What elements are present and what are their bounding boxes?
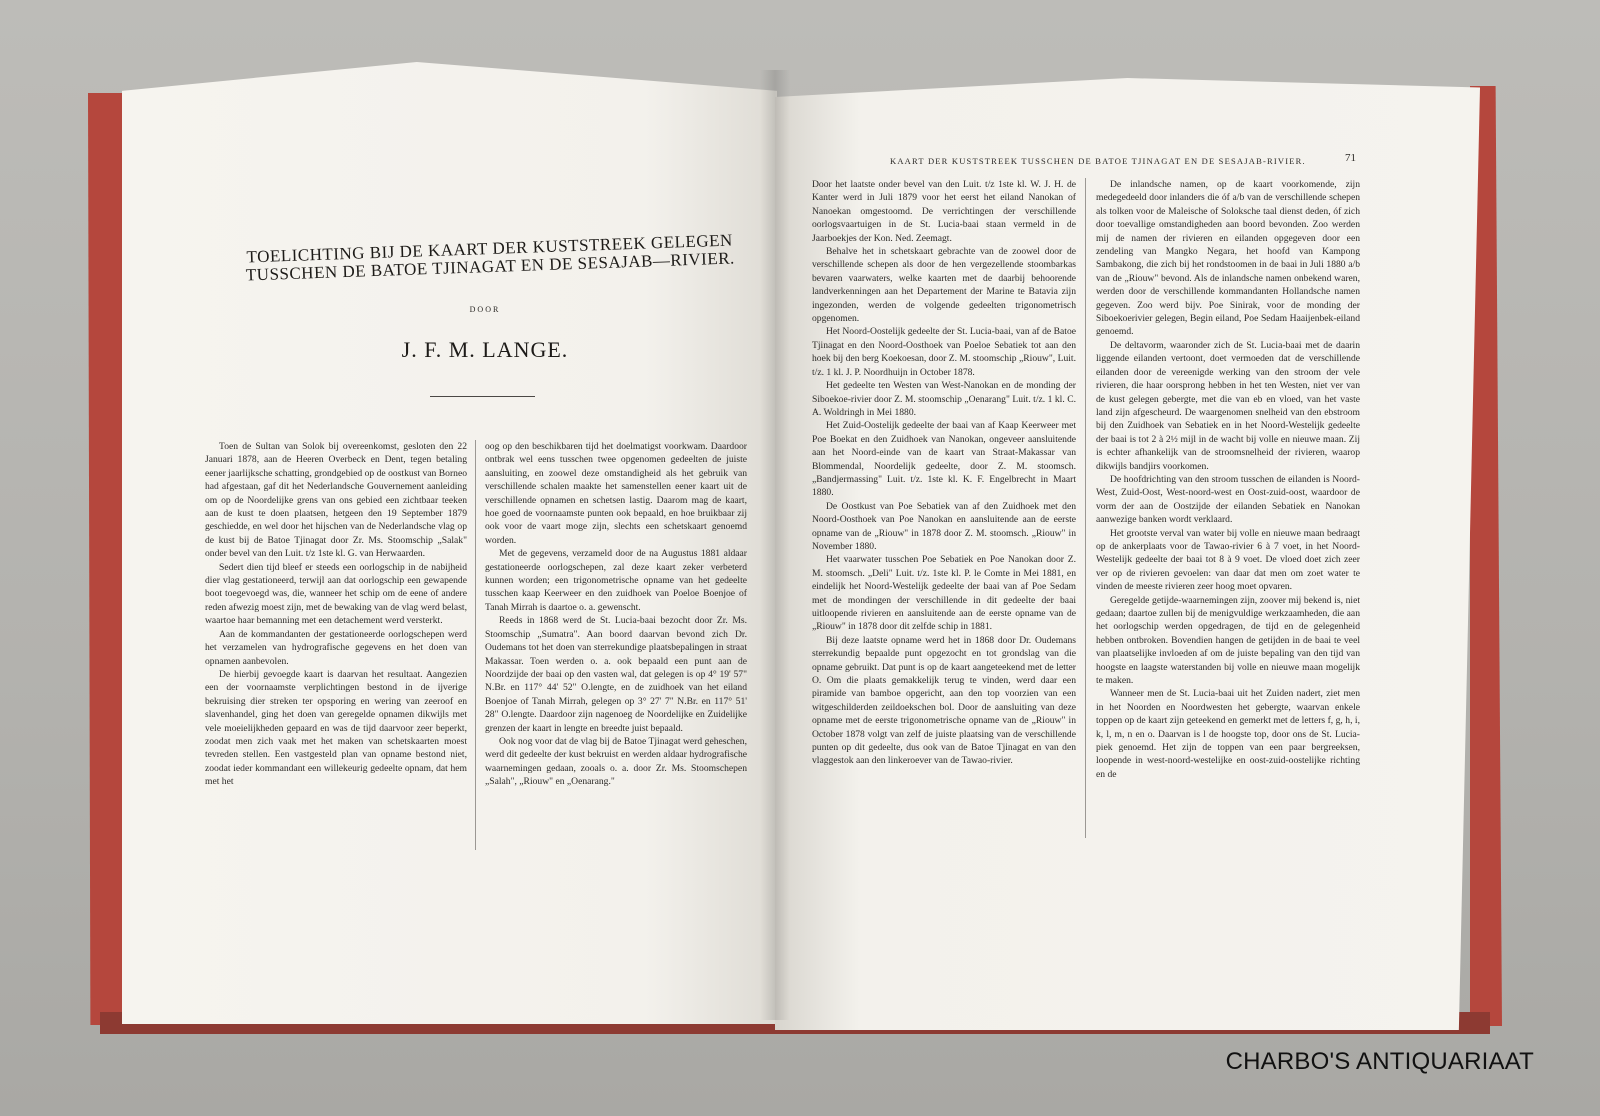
book-gutter [760,70,790,1020]
column-divider [1085,178,1086,838]
paragraph: Het Zuid-Oostelijk gedeelte der baai van af Kaap Keerweer met Poe Boekat en den Zuidhoek van Nanokan, ongeveer aansluitende aan het Noord-einde van de kaart van Straat-Makassar van Blommendal, Noordelijk gedeelte, door Z. M. stoomsch. „Bandjermassing" Luit. t/z. 1ste kl. K. F. Engelbrecht in Maart 1880. [812,420,1076,499]
left-page-column-2 [485,440,747,850]
paragraph: Met de gegevens, verzameld door de na Augustus 1881 aldaar gestationeerde oorlogschepen, zal deze kaart zeker verbeterd kunnen worden; een trigonometrische opname van het gedeelte tusschen kaap Keerweer en den zuidhoek van Poeloe Boenjoe of Tanah Mirrah is daartoe o. a. gewenscht. [485,548,747,613]
paragraph: Behalve het in schetskaart gebrachte van de zoowel door de verschillende schepen als door de hen vergezellende stoombarkas bevaren vaarwaters, welke kaarten met de daarbij behoorende landverkenningen aan het Departement der Marine te Batavia zijn ingezonden, werden de volgende gedeelten trigonometrisch opgenomen. [812,246,1076,325]
paragraph: Het gedeelte ten Westen van West-Nanokan en de monding der Siboekoe-rivier door Z. M. stoomschip „Oenarang" Luit. t/z. 1 kl. C. A. Woldringh in Mei 1880. [812,380,1076,418]
paragraph: De hoofdrichting van den stroom tusschen de eilanden is Noord-West, Zuid-Oost, West-noord-west en Oost-zuid-oost, waardoor de vorm der aan de Oostzijde der eilanden Sebatiek en Nanokan aanwezige banken wordt verklaard. [1096,473,1360,526]
byline-door: DOOR [469,305,501,314]
paragraph: Sedert dien tijd bleef er steeds een oorlogschip in de nabijheid dier vlag gestationeerd, terwijl aan dat oorlogschip een gewapende boot toegevoegd was, die, wanneer het schip om de eene of andere reden afwezig moest zijn, met de bewaking van de vlag werd belast, waartoe haar bemanning met een detachement werd versterkt. [205,561,467,627]
page-number: 71 [1345,152,1356,164]
title-divider [430,396,535,397]
paragraph: De inlandsche namen, op de kaart voorkomende, zijn medegedeeld door inlanders die óf a/b van de verschillende schepen als tolken voor de Maleische of Soloksche taal dienst deden, óf zich door toevallige omstandigheden aan boord bevonden. Zoo werden mij de namen der rivieren en eilanden opgegeven door een zendeling van Mangko Negara, het hoofd van Kampong Sambakong, die zich bij het rondstoomen in de baai in Juli 1880 a/b van de „Riouw" bevond. Als de inlandsche namen onbekend waren, werden door de verschillende kommandanten Hollandsche namen gegeven. Zoo werd bijv. Poe Sinirak, voor de monding der Siboekoerivier gelegen, Begin eiland, Poe Sedam Haaijenbek-eiland genoemd. [1096,179,1360,338]
right-page-column-2 [1096,178,1360,848]
author-name: J. F. M. LANGE. [401,337,569,362]
paragraph: Het Noord-Oostelijk gedeelte der St. Lucia-baai, van af de Batoe Tjinagat en den Noord-Oosthoek van Poeloe Sebatiek tot aan den hoek bij den berg Koekoesan, door Z. M. stoomschip „Riouw", Luit. t/z. 1 kl. J. P. Noordhuijn in October 1878. [812,326,1076,378]
paragraph-continued: oog op den beschikbaren tijd het doelmatigst voorkwam. Daardoor ontbrak wel eens tusschen twee opgenomen gedeelten de juiste aansluiting, en zoowel deze omstandigheid als het gebruik van verschillende schalen maakte het samenstellen eener kaart uit de verschillende opnamen en schetsen lastig. Daarom mag de kaart, hoe goed de voornaamste punten ook bepaald, en hoe bruikbaar zij ook voor de vaart moge zijn, slechts een schetskaart genoemd worden. [485,441,747,546]
paragraph-continued: Door het laatste onder bevel van den Luit. t/z 1ste kl. W. J. H. de Kanter werd in Juli 1879 voor het eerst het eiland Nanokan of Nanoekan omgestoomd. De verrichtingen der verschillende oorlogsvaartuigen in de St. Lucia-baai staan vermeld in de Jaarboekjes der Kon. Ned. Zeemagt. [812,179,1076,244]
left-page-column-1 [205,440,467,850]
paragraph: Het grootste verval van water bij volle en nieuwe maan bedraagt op de ankerplaats voor de Tawao-rivier 6 à 7 voet, in het Noord-Westelijk gedeelte der baai tot 8 à 9 voet. De vloed doet zich zeer ver op de rivieren gevoelen: van daar dat men om zoet water te vinden de meeste rivieren zeer hoog moet opvaren. [1096,527,1360,593]
paragraph: De Oostkust van Poe Sebatiek van af den Zuidhoek met den Noord-Oosthoek van Poe Nanokan en aansluitende aan de eerste opname van de „Riouw" in 1878 door Z. M. stoomsch. „Riouw" in November 1880. [812,500,1076,552]
paragraph: Ook nog voor dat de vlag bij de Batoe Tjinagat werd geheschen, werd dit gedeelte der kust bekruist en werden aldaar hydrografische waarnemingen gedaan, zooals o. a. door Zr. Ms. Stoomschepen „Salah", „Riouw" en „Oenarang." [485,735,747,788]
paragraph: Reeds in 1868 werd de St. Lucia-baai bezocht door Zr. Ms. Stoomschip „Sumatra". Aan boord daarvan bevond zich Dr. Oudemans tot het doen van sterrekundige plaatsbepalingen in straat Makassar. Toen werden o. a. ook bepaald een punt aan de Noordzijde der baai op den vasten wal, dat gelegen is op 4° 19' 57" N.Br. en 117° 44' 52" O.lengte, en de zuidhoek van het eiland Boenjoe of Tanah Mirrah, gelegen op 3° 27' 7" N.Br. en 117° 51' 28" O.lengte. Daardoor zijn nagenoeg de Noordelijke en Zuidelijke grenzen der kaart in lengte en breedte juist bepaald. [485,615,747,734]
paragraph: De hierbij gevoegde kaart is daarvan het resultaat. Aangezien een der voornaamste verplichtingen bestond in de ijverige bekruising dier streken ter opsporing en wering van zeeroof en slavenhandel, ging het doen van geregelde opnamen dikwijls met vele moeielijkheden gepaard en was de tijd daarvoor zeer beperkt, zoodat men zich vaak met het maken van schetskaarten moest tevreden stellen. Een vastgesteld plan van opname bestond niet, zoodat ieder kommandant een willekeurig gedeelte opnam, dat hem met het [205,668,467,788]
right-page-column-1 [812,178,1076,848]
paragraph: Bij deze laatste opname werd het in 1868 door Dr. Oudemans sterrekundig bepaalde punt opgezocht en tot grondslag van die opname gebruikt. Dat punt is op de kaart aangeteekend met de letter O. Om die plaats gemakkelijk terug te vinden, werd daar een piramide van bamboe opgericht, aan den top voorzien van een witgeschilderden zeildoekschen bol. Door de aansluiting van deze opname met de eerste trigonometrische opname van de „Riouw" in October 1878 volgt van zelf de juiste plaatsing van de verschillende punten op dit gedeelte, dus ook van de Batoe Tjinagat en van den vlaggestok aan den linkeroever van de Tawao-rivier. [812,634,1076,767]
running-head: KAART DER KUSTSTREEK TUSSCHEN DE BATOE TJINAGAT EN DE SESAJAB-RIVIER. [890,156,1306,166]
paragraph: Toen de Sultan van Solok bij overeenkomst, gesloten den 22 Januari 1878, aan de Heeren Overbeck en Dent, tegen betaling eener jaarlijksche schatting, grondgebied op de oostkust van Borneo had afgestaan, gaf dit het Nederlandsche Gouvernement aanleiding om op de Noordelijke grens van ons gebied een zichtbaar teeken aan de kust te doen plaatsen, hetgeen den 19 September 1879 geschiedde, en wel door het hijschen van de Nederlandsche vlag op de kust bij de Batoe Tjinagat door Zr. Ms. Stoomschip „Salak" onder bevel van den Luit. t/z 1ste kl. G. van Herwaarden. [205,441,467,560]
watermark: CHARBO'S ANTIQUARIAAT [1225,1048,1534,1075]
paragraph: De deltavorm, waaronder zich de St. Lucia-baai met de daarin liggende eilanden vertoont, doet vermoeden dat de verschillende eilanden door de vereenigde werking van den stroom der vele rivieren, die haar oorsprong hebben in het ten Westen, niet ver van de kust gelegen gebergte, met die van eb en vloed, van het vaste land zijn afgescheurd. De waargenomen snelheid van den ebstroom bij den Zuidhoek van Sebatiek en in het Noord-Westelijk gedeelte der baai is tot 2 à 2½ mijl in de wacht bij volle en nieuwe maan. Zij is echter afhankelijk van de stroomsnelheid der rivieren, waarop dikwijls bandjirs voorkomen. [1096,339,1360,472]
paragraph: Wanneer men de St. Lucia-baai uit het Zuiden nadert, ziet men in het Noorden en Noordwesten het gebergte, waarvan enkele toppen op de kaart zijn geteekend en gemerkt met de letters f, g, h, i, k, l, m, n en o. Daarvan is l de hoogste top, door ons de St. Lucia-piek genoemd. Het zijn de toppen van een paar bergreeksen, loopende in west-noord-westelijke en oost-zuid-oostelijke richting en de [1096,688,1360,780]
paragraph: Geregelde getijde-waarnemingen zijn, zoover mij bekend is, niet gedaan; daartoe zullen bij de menigvuldige werkzaamheden, die aan het oorlogschip werden opgedragen, de tijd en de gelegenheid hebben ontbroken. Bovendien hangen de getijden in de baai te veel van plaatselijke invloeden af om de juiste bepaling van den tijd van hoogste en laagste waterstanden bij volle en nieuwe maan mogelijk te maken. [1096,594,1360,687]
paragraph: Het vaarwater tusschen Poe Sebatiek en Poe Nanokan door Z. M. stoomsch. „Deli" Luit. t/z. 1ste kl. P. le Comte in Mei 1881, en eindelijk het Noord-Westelijk gedeelte der baai van af Poe Sedam met de mondingen der verschillende in dit gedeelte der baai uitloopende rivieren en aansluitende aan de eerste opname van de „Riouw" in 1878 door dit zelfde schip in 1881. [812,554,1076,633]
column-divider [475,440,476,850]
article-title: TOELICHTING BIJ DE KAART DER KUSTSTREEK GELEGEN TUSSCHEN DE BATOE TJINAGAT EN DE SESAJAB—RIVIER. [245,230,736,285]
paragraph: Aan de kommandanten der gestationeerde oorlogschepen werd het verzamelen van hydrografische gegevens en het doen van opnamen aanbevolen. [205,628,467,667]
